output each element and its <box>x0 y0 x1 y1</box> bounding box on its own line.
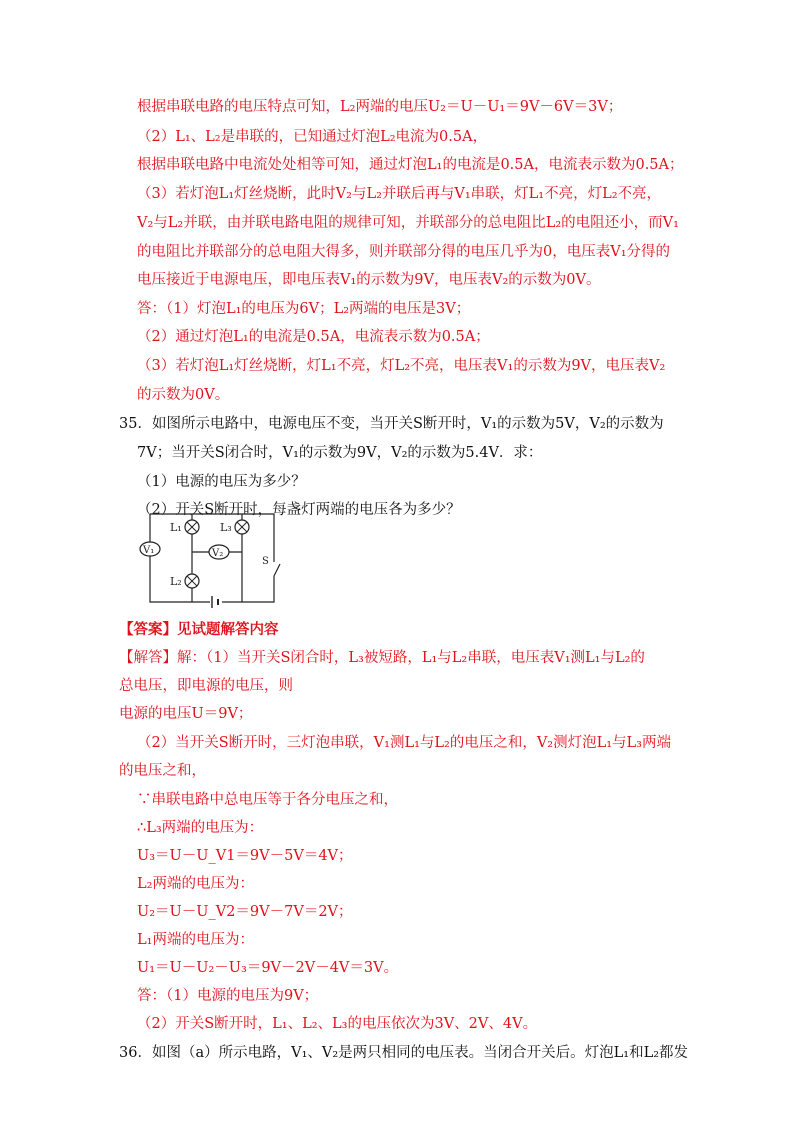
bulb-l2-icon <box>185 574 199 588</box>
answer-line: （2）通过灯泡L₁的电流是0.5A，电流表示数为0.5A； <box>137 329 490 345</box>
bulb-l3-icon <box>235 520 249 534</box>
text-line: 根据串联电路中电流处处相等可知，通过灯泡L₁的电流是0.5A，电流表示数为0.5A； <box>137 157 684 173</box>
text-line: V₂与L₂并联，由并联电路电阻的规律可知，并联部分的总电阻比L₂的电阻还小，而V₁ <box>137 215 679 231</box>
label-l1: L₁ <box>170 521 182 534</box>
solution-line: L₁两端的电压为： <box>137 932 254 948</box>
answer-heading: 【答案】见试题解答内容 <box>119 621 279 638</box>
solution-line: ∵串联电路中总电压等于各分电压之和， <box>137 792 398 808</box>
solution-line: L₂两端的电压为： <box>137 876 254 892</box>
question-35: 35．如图所示电路中，电源电压不变，当开关S断开时，V₁的示数为5V，V₂的示数为 <box>119 416 664 432</box>
text-line: 的电阻比并联部分的总电阻大得多，则并联部分得的电压几乎为0，电压表V₁分得的 <box>137 244 671 260</box>
answer-line: 答：（1）灯泡L₁的电压为6V；L₂两端的电压是3V； <box>137 301 471 317</box>
question-35: 7V；当开关S闭合时，V₁的示数为9V，V₂的示数为5.4V．求： <box>137 445 543 461</box>
circuit-diagram <box>138 508 286 608</box>
answer-line: 的示数为0V。 <box>137 387 230 403</box>
answer-line: （3）若灯泡L₁灯丝烧断，灯L₁不亮，灯L₂不亮，电压表V₁的示数为9V，电压表V₂ <box>137 358 666 374</box>
question-36: 36．如图（a）所示电路，V₁、V₂是两只相同的电压表。当闭合开关后。灯泡L₁和L₂都发 <box>119 1045 689 1061</box>
solution-formula: U₁＝U－U₂－U₃＝9V－2V－4V＝3V。 <box>137 960 399 976</box>
text-line: 电压接近于电源电压，即电压表V₁的示数为9V，电压表V₂的示数为0V。 <box>137 272 601 288</box>
bulb-l1-icon <box>185 520 199 534</box>
text-line: （2）L₁、L₂是串联的，已知通过灯泡L₂电流为0.5A， <box>137 129 488 145</box>
solution-line: 总电压，即电源的电压，则 <box>119 678 293 694</box>
label-v1: V₁ <box>143 545 155 556</box>
solution-line: （2）当开关S断开时，三灯泡串联，V₁测L₁与L₂的电压之和，V₂测灯泡L₁与L₃两端 <box>137 735 671 751</box>
solution-answer: 答：（1）电源的电压为9V； <box>137 988 319 1004</box>
solution-formula: U₂＝U－U_V2＝9V－7V＝2V； <box>137 904 353 920</box>
question-35-part: （1）电源的电压为多少？ <box>137 474 306 490</box>
solution-line: ∴L₃两端的电压为： <box>137 820 264 836</box>
solution-answer: （2）开关S断开时，L₁、L₂、L₃的电压依次为3V、2V、4V。 <box>137 1016 538 1032</box>
label-v2: V₂ <box>212 548 224 559</box>
label-s: S <box>262 556 269 567</box>
text-line: （3）若灯泡L₁灯丝烧断，此时V₂与L₂并联后再与V₁串联，灯L₁不亮，灯L₂不亮， <box>137 186 662 202</box>
label-l3: L₃ <box>220 521 232 534</box>
battery-icon <box>210 596 222 608</box>
question-35-part: （2）开关S断开时，每盏灯两端的电压各为多少？ <box>137 502 461 518</box>
solution-line: 的电压之和， <box>119 763 206 779</box>
solution-line: 【解答】解：（1）当开关S闭合时，L₃被短路，L₁与L₂串联，电压表V₁测L₁与L₂的 <box>119 650 645 666</box>
solution-line: 电源的电压U＝9V； <box>119 706 253 722</box>
label-l2: L₂ <box>170 575 182 588</box>
solution-formula: U₃＝U－U_V1＝9V－5V＝4V； <box>137 848 353 864</box>
switch-s-icon <box>269 558 280 576</box>
text-line: 根据串联电路的电压特点可知，L₂两端的电压U₂＝U－U₁＝9V－6V＝3V； <box>137 99 623 115</box>
